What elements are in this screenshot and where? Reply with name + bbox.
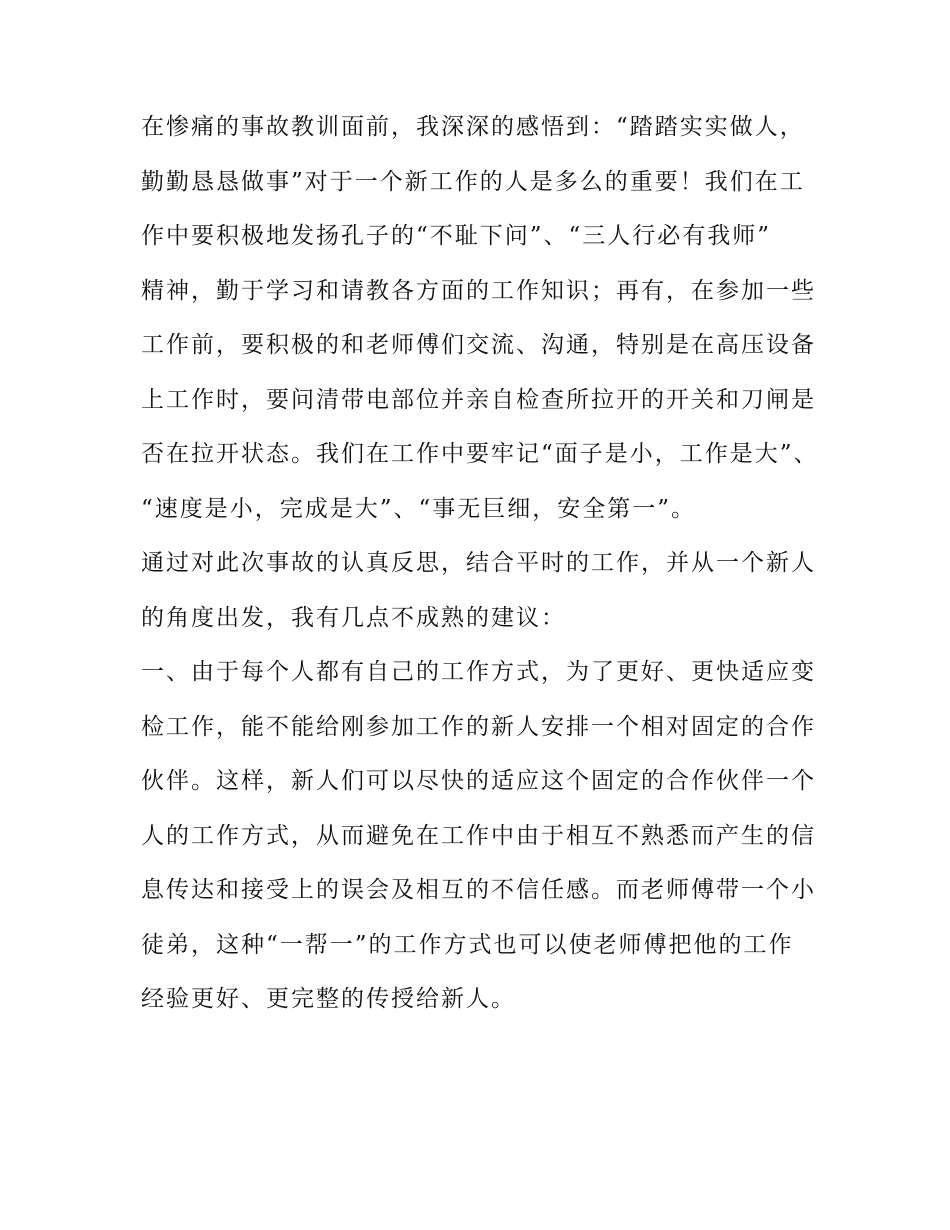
- text-line: 人的工作方式，从而避免在工作中由于相互不熟悉而产生的信: [141, 822, 816, 849]
- text-line: 徒弟，这种“一帮一”的工作方式也可以使老师傅把他的工作: [141, 931, 794, 958]
- text-line: 上工作时，要问清带电部位并亲自检查所拉开的开关和刀闸是: [141, 386, 816, 413]
- text-line: 否在拉开状态。我们在工作中要牢记“面子是小，工作是大”、: [141, 441, 819, 467]
- text-line: 作中要积极地发扬孔子的“不耻下问”、“三人行必有我师”: [141, 223, 772, 249]
- text-line: 工作前，要积极的和老师傅们交流、沟通，特别是在高压设备: [141, 332, 816, 358]
- body-text: [141, 104, 831, 1031]
- text-line: 的角度出发，我有几点不成熟的建议：: [141, 604, 566, 631]
- text-line: 息传达和接受上的误会及相互的不信任感。而老师傅带一个小: [141, 877, 816, 903]
- text-line: 通过对此次事故的认真反思，结合平时的工作，并从一个新人: [141, 550, 816, 576]
- text-line: 在惨痛的事故教训面前，我深深的感悟到：“踏踏实实做人，: [141, 114, 805, 140]
- text-line: 经验更好、更完整的传授给新人。: [141, 986, 516, 1012]
- text-line: 一、由于每个人都有自己的工作方式，为了更好、更快适应变: [141, 659, 816, 685]
- text-line: 检工作，能不能给刚参加工作的新人安排一个相对固定的合作: [141, 713, 816, 740]
- text-line: 精神，勤于学习和请教各方面的工作知识；再有，在参加一些: [141, 277, 816, 304]
- text-line: 勤勤恳恳做事”对于一个新工作的人是多么的重要！我们在工: [141, 168, 805, 195]
- text-line: “速度是小，完成是大”、“事无巨细，安全第一”。: [141, 495, 697, 522]
- text-line: 伙伴。这样，新人们可以尽快的适应这个固定的合作伙伴一个: [141, 768, 816, 794]
